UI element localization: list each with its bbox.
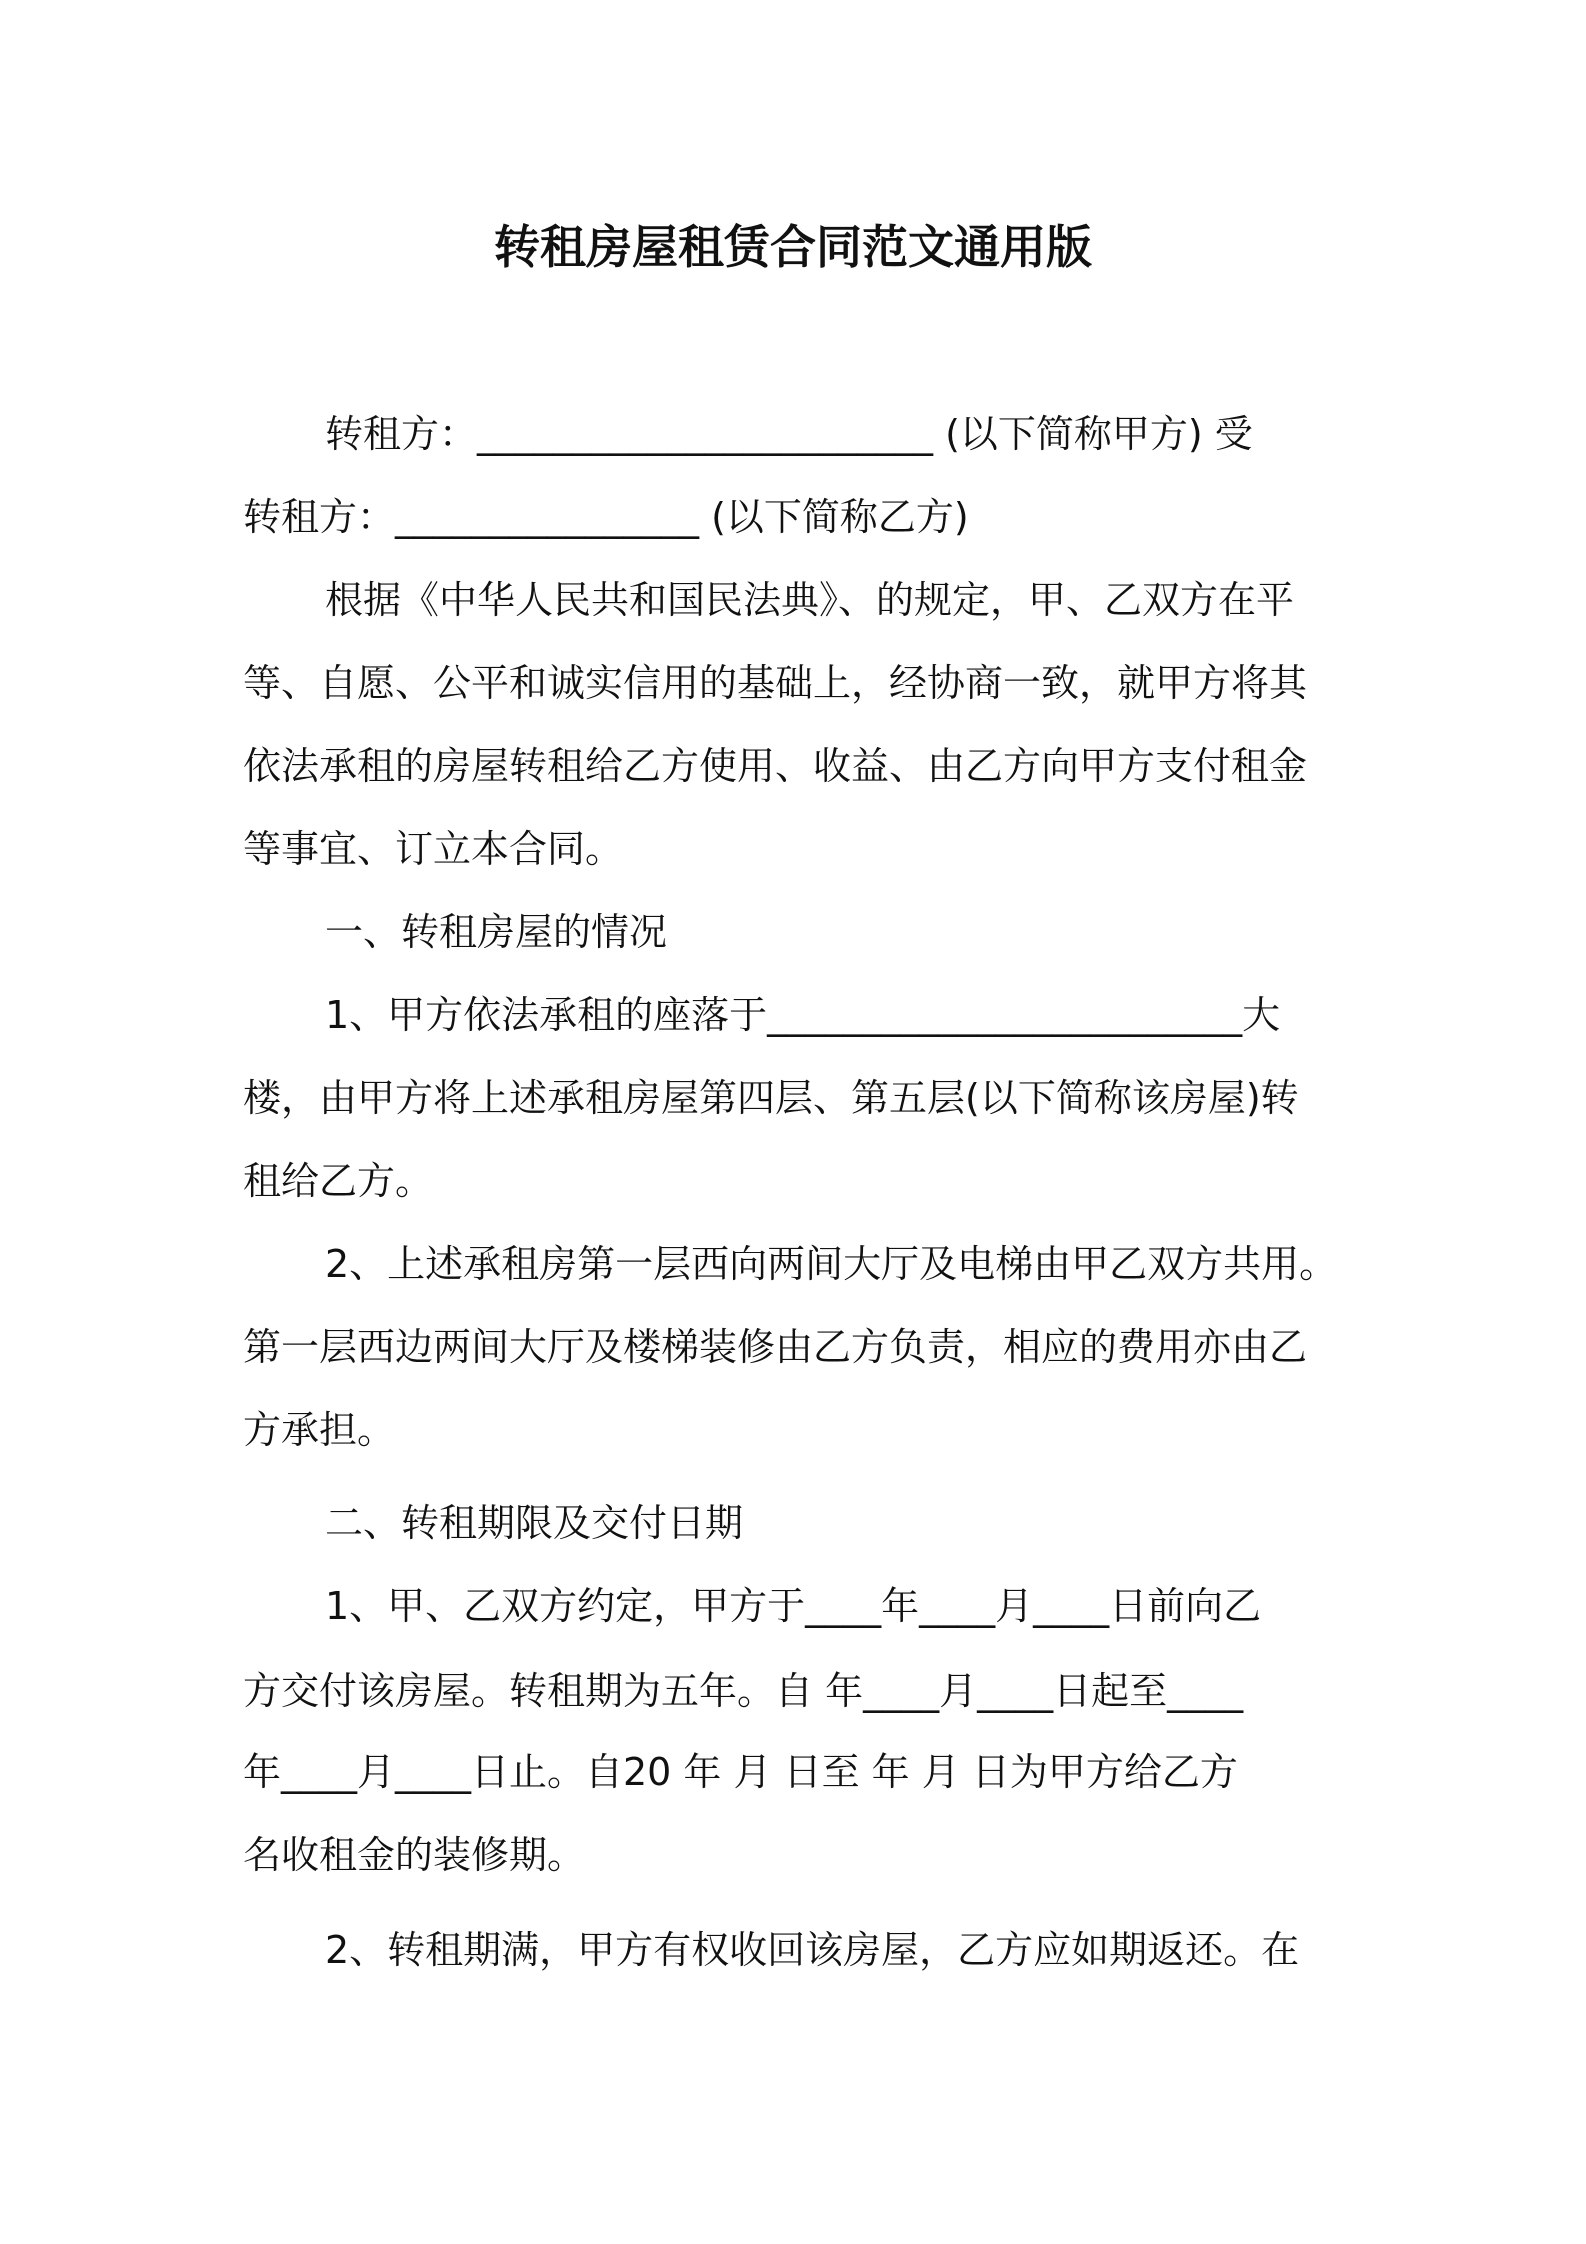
paragraph-line-16: 方交付该房屋。转租期为五年。自 年____月____日起至____ (243, 1669, 1244, 1713)
paragraph-line-9: 楼，由甲方将上述承租房屋第四层、第五层(以下简称该房屋)转 (243, 1076, 1299, 1120)
paragraph-line-13: 方承担。 (243, 1408, 396, 1452)
paragraph-line-6: 等事宜、订立本合同。 (243, 827, 624, 871)
paragraph-line-19: 2、转租期满，甲方有权收回该房屋，乙方应如期返还。在 (325, 1928, 1300, 1972)
paragraph-line-1: 转租方：________________________ (以下简称甲方) 受 (325, 412, 1253, 456)
paragraph-line-17: 年____月____日止。自20 年 月 日至 年 月 日为甲方给乙方 (243, 1750, 1238, 1794)
document-title: 转租房屋租赁合同范文通用版 (494, 220, 1092, 274)
section-heading-1: 一、转租房屋的情况 (325, 910, 668, 954)
paragraph-line-8: 1、甲方依法承租的座落于_________________________大 (325, 993, 1281, 1037)
paragraph-line-3: 根据《中华人民共和国民法典》、的规定，甲、乙双方在平 (325, 578, 1295, 622)
paragraph-line-11: 2、上述承租房第一层西向两间大厅及电梯由甲乙双方共用。 (325, 1242, 1338, 1286)
paragraph-line-5: 依法承租的房屋转租给乙方使用、收益、由乙方向甲方支付租金 (243, 744, 1308, 788)
paragraph-line-4: 等、自愿、公平和诚实信用的基础上，经协商一致，就甲方将其 (243, 661, 1308, 705)
paragraph-line-12: 第一层西边两间大厅及楼梯装修由乙方负责，相应的费用亦由乙 (243, 1325, 1308, 1369)
section-heading-2: 二、转租期限及交付日期 (325, 1501, 744, 1545)
paragraph-line-10: 租给乙方。 (243, 1159, 434, 1203)
paragraph-line-2: 转租方：________________ (以下简称乙方) (243, 495, 969, 539)
paragraph-line-15: 1、甲、乙双方约定，甲方于____年____月____日前向乙 (325, 1584, 1262, 1628)
paragraph-line-18: 名收租金的装修期。 (243, 1833, 586, 1877)
